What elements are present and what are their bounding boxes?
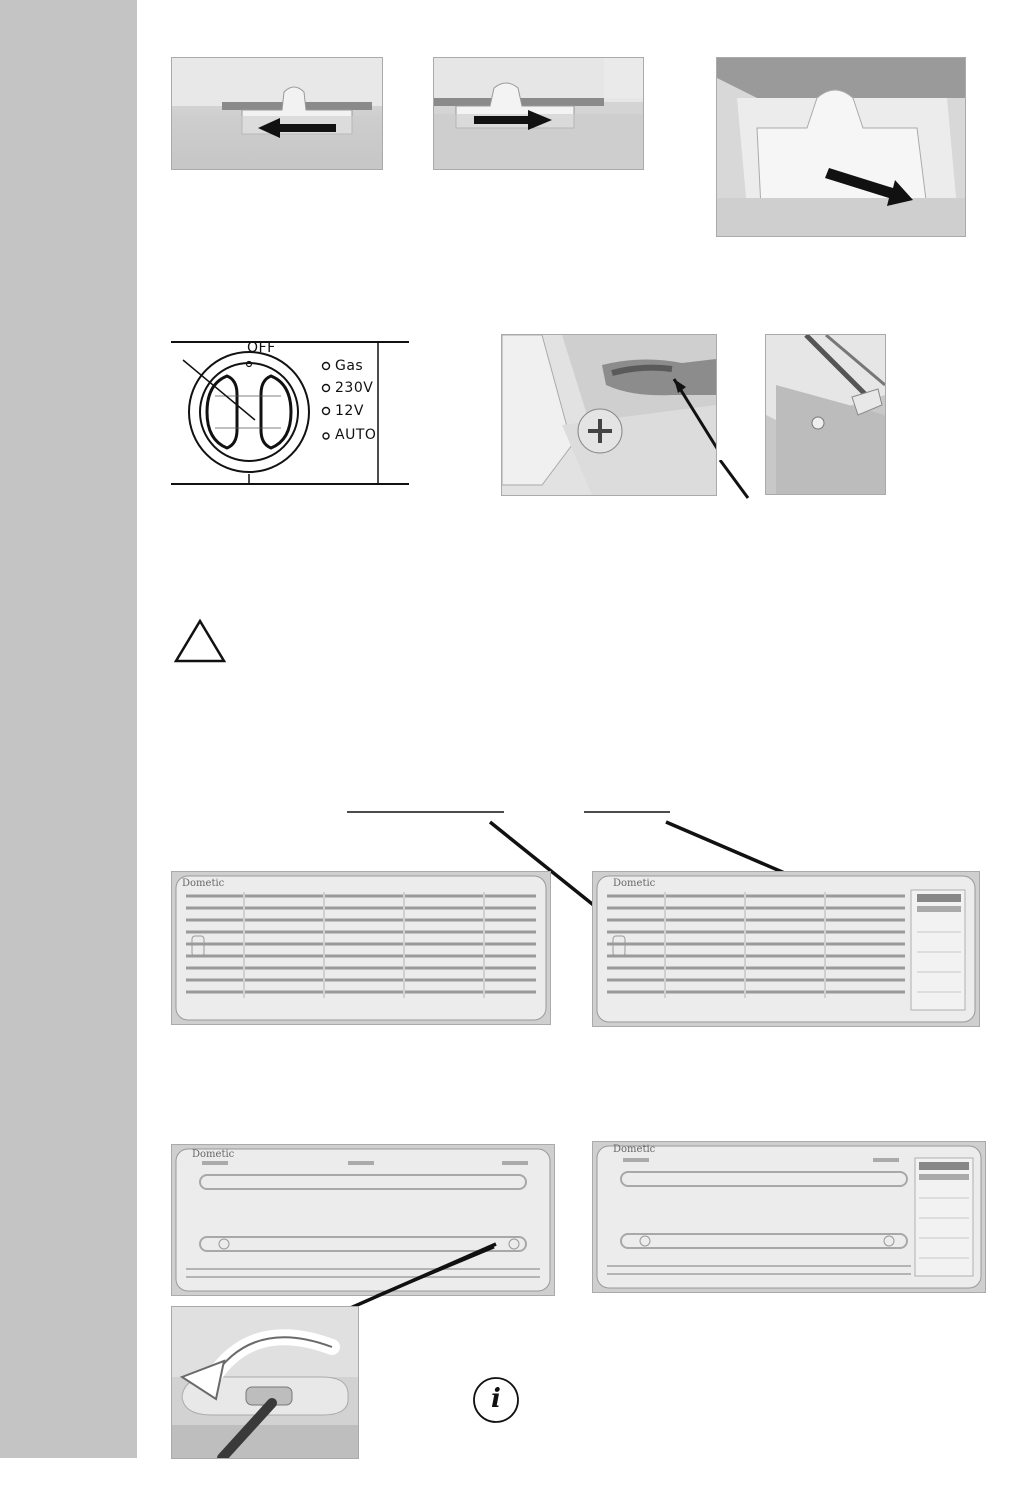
latch-photo-left — [171, 57, 383, 170]
screwdriver-photo — [171, 1306, 359, 1459]
grille-winter-cover-side-photo — [592, 1141, 986, 1293]
mode-label-gas: Gas — [335, 358, 364, 374]
grille-brand-logo: Dometic — [192, 1149, 235, 1160]
page-side-strip — [0, 0, 137, 1458]
grille-brand-logo: Dometic — [613, 1144, 656, 1155]
pointer-arrow-tail — [700, 460, 760, 500]
latch-photo-middle — [433, 57, 644, 170]
info-glyph: i — [491, 1384, 501, 1414]
grille-brand-logo: Dometic — [182, 878, 225, 889]
grille-brand-logo: Dometic — [613, 878, 656, 889]
grille-open-photo — [171, 871, 551, 1025]
warning-triangle-icon — [173, 618, 227, 664]
off-label: OFF — [247, 340, 276, 356]
mode-label-auto: AUTO — [335, 427, 377, 443]
control-panel-diagram — [171, 336, 411, 488]
info-icon — [472, 1376, 520, 1424]
latch-photo-angled — [716, 57, 966, 237]
mode-label-230v: 230V — [335, 380, 374, 396]
bracket-photo — [765, 334, 886, 495]
screw-photo — [501, 334, 717, 496]
grille-side-section-photo — [592, 871, 980, 1027]
mode-label-12v: 12V — [335, 403, 364, 419]
